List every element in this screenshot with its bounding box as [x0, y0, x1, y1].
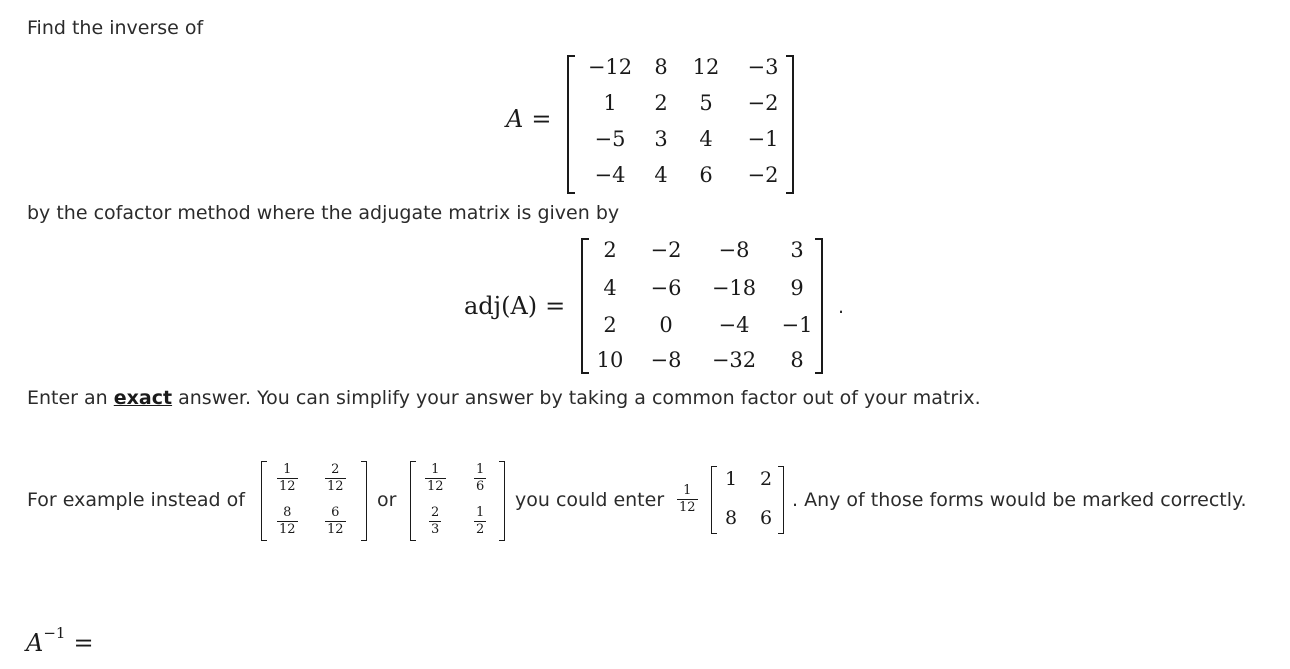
adjugate-cell: −8: [650, 348, 682, 372]
fraction: 1 12: [279, 462, 296, 494]
fraction: 1 6: [476, 462, 485, 494]
example-prefix: For example instead of: [27, 489, 245, 511]
adjugate-cell: 4: [603, 276, 617, 300]
matrix-a-cell: −3: [747, 55, 779, 79]
matrix-a-cell: 8: [654, 55, 668, 79]
fraction: 8 12: [279, 505, 296, 537]
example-matrix-2-left-bracket: [410, 461, 416, 541]
matrix-a-cell: 3: [654, 127, 668, 151]
adjugate-cell: −4: [718, 313, 750, 337]
matrix-a-cell: 1: [603, 91, 617, 115]
simple-matrix-cell: 1: [724, 468, 738, 490]
adjugate-period: .: [838, 296, 845, 318]
simple-matrix-left-bracket: [711, 466, 717, 534]
simple-matrix-cell: 8: [724, 507, 738, 529]
adjugate-cell: −32: [711, 348, 757, 372]
adjugate-cell: 2: [603, 238, 617, 262]
fraction: 2 12: [327, 462, 344, 494]
matrix-a-cell: −2: [747, 163, 779, 187]
fraction: 2 3: [431, 505, 440, 537]
matrix-a-label: A =: [506, 105, 552, 133]
adjugate-cell: 0: [659, 313, 673, 337]
answer-label: $A^{-1}$ =: [26, 624, 94, 657]
matrix-a-cell: −12: [587, 55, 633, 79]
adjugate-cell: 9: [790, 276, 804, 300]
simple-matrix-cell: 2: [759, 468, 773, 490]
adjugate-cell: 8: [790, 348, 804, 372]
example-matrix-1-left-bracket: [261, 461, 267, 541]
example-matrix-1-right-bracket: [361, 461, 367, 541]
fraction: 6 12: [327, 505, 344, 537]
adjugate-cell: 10: [596, 348, 624, 372]
adjugate-cell: −8: [718, 238, 750, 262]
instruction-text: [27, 387, 981, 409]
fraction: 1 12: [427, 462, 444, 494]
matrix-a-cell: −5: [594, 127, 626, 151]
matrix-a-cell: 5: [699, 91, 713, 115]
matrix-a-cell: −1: [747, 127, 779, 151]
example-suffix: . Any of those forms would be marked correctly.: [792, 489, 1247, 511]
adjugate-cell: −1: [781, 313, 813, 337]
example-matrix-2-right-bracket: [499, 461, 505, 541]
matrix-a-cell: 4: [654, 163, 668, 187]
common-factor-fraction: 1 12: [679, 483, 696, 515]
adjugate-cell: 3: [790, 238, 804, 262]
matrix-a-cell: 4: [699, 127, 713, 151]
exact-emphasis: exact: [113, 387, 173, 409]
intro-text: Find the inverse of: [27, 17, 204, 39]
cofactor-text: by the cofactor method where the adjugate matrix is given by: [27, 202, 620, 224]
fraction: 1 2: [476, 505, 485, 537]
adjugate-cell: −2: [650, 238, 682, 262]
matrix-a-cell: 2: [654, 91, 668, 115]
matrix-a-cell: −2: [747, 91, 779, 115]
instruction-prefix: Enter an: [27, 387, 114, 409]
matrix-a-cell: −4: [594, 163, 626, 187]
adjugate-label: adj(A) =: [464, 292, 566, 320]
instruction-suffix: answer. You can simplify your answer by taking a common factor out of your matrix.: [172, 387, 981, 409]
simple-matrix-cell: 6: [759, 507, 773, 529]
matrix-a-cell: 12: [692, 55, 720, 79]
matrix-a-cell: 6: [699, 163, 713, 187]
adjugate-cell: 2: [603, 313, 617, 337]
adjugate-cell: −6: [650, 276, 682, 300]
simple-matrix-right-bracket: [778, 466, 784, 534]
adjugate-cell: −18: [711, 276, 757, 300]
matrix-a-left-bracket: [567, 55, 575, 194]
you-could-enter-text: you could enter: [515, 489, 665, 511]
or-text: or: [377, 489, 397, 511]
